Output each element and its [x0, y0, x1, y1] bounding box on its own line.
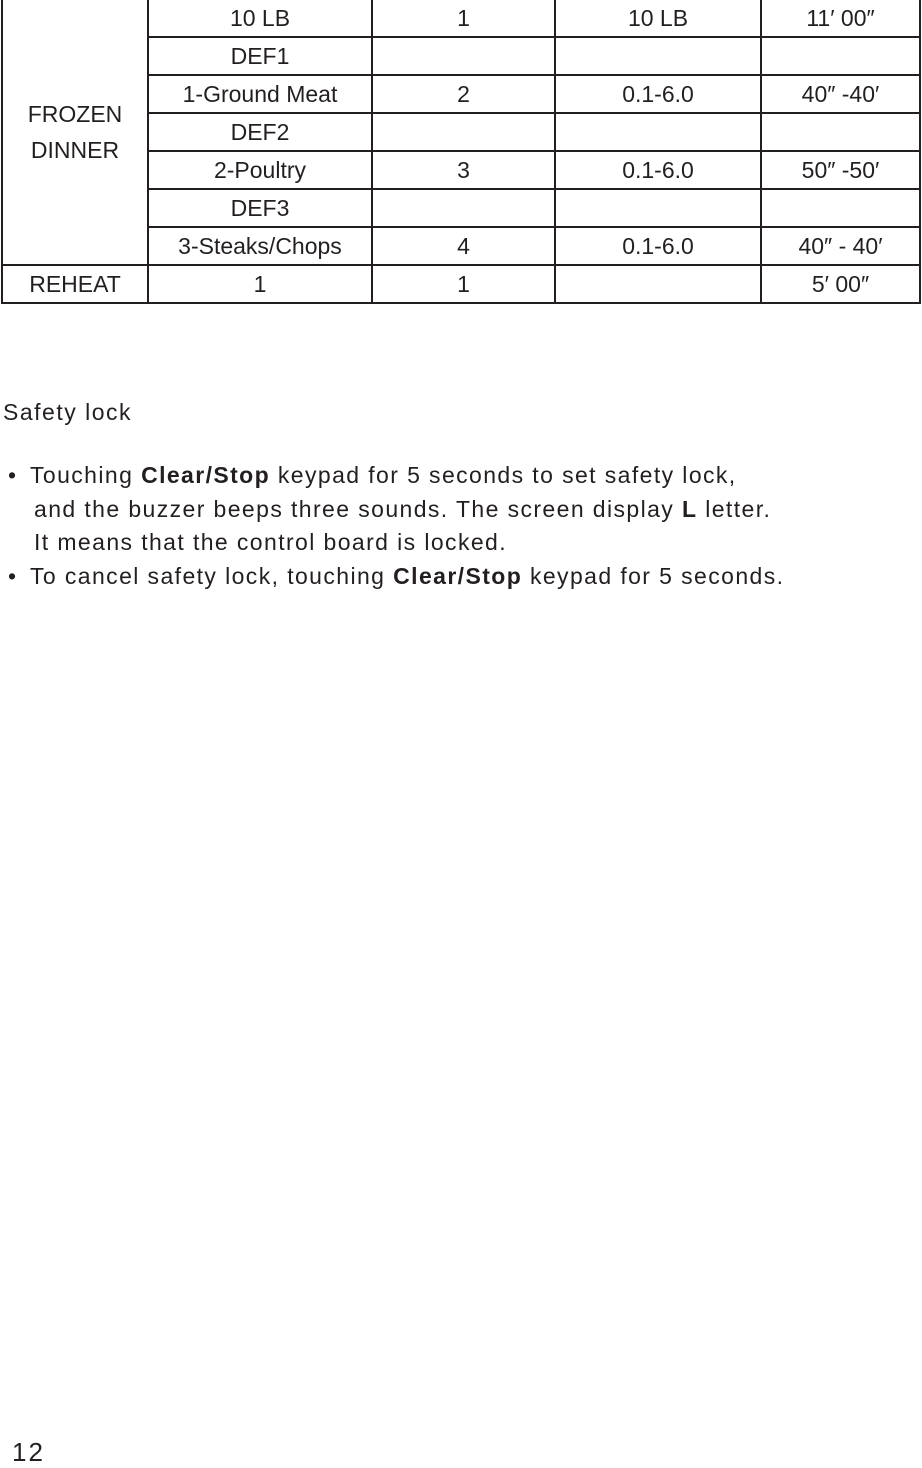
list-item: • Touching Clear/Stop keypad for 5 seconds to set safety lock, and the buzzer beeps three sounds. The screen display L letter. It means that the control board is locked.	[8, 459, 922, 560]
safety-lock-instructions	[8, 459, 922, 593]
safety-lock-title: Safety lock	[3, 399, 132, 425]
code-cell	[372, 37, 555, 75]
code-cell: 4	[372, 227, 555, 265]
time-cell: 5′ 00″	[761, 265, 920, 303]
time-cell: 50″ -50′	[761, 151, 920, 189]
weight-cell: 10 LB	[555, 0, 761, 37]
item-cell: 2-Poultry	[148, 151, 372, 189]
time-cell: 40″ -40′	[761, 75, 920, 113]
weight-cell: 0.1-6.0	[555, 151, 761, 189]
table-row	[2, 0, 920, 37]
time-cell	[761, 189, 920, 227]
bullet-icon: •	[8, 462, 18, 488]
item-cell: 1-Ground Meat	[148, 75, 372, 113]
code-cell: 1	[372, 265, 555, 303]
time-cell: 11′ 00″	[761, 0, 920, 37]
code-cell	[372, 113, 555, 151]
item-cell: DEF3	[148, 189, 372, 227]
weight-cell: 0.1-6.0	[555, 227, 761, 265]
item-cell: DEF1	[148, 37, 372, 75]
item-cell: DEF2	[148, 113, 372, 151]
bullet-icon: •	[8, 562, 18, 589]
item-cell: 1	[148, 265, 372, 303]
clear-stop-keypad-name: Clear/Stop	[141, 462, 271, 488]
code-cell: 3	[372, 151, 555, 189]
time-cell	[761, 113, 920, 151]
reheat-label: REHEAT	[2, 265, 148, 303]
page-number: 12	[12, 1437, 45, 1467]
table-row	[2, 265, 920, 303]
code-cell: 1	[372, 0, 555, 37]
item-cell: 3-Steaks/Chops	[148, 227, 372, 265]
weight-cell	[555, 37, 761, 75]
list-item: • To cancel safety lock, touching Clear/Stop keypad for 5 seconds.	[8, 560, 922, 594]
time-cell: 40″ - 40′	[761, 227, 920, 265]
display-letter: L	[681, 495, 698, 522]
code-cell	[372, 189, 555, 227]
weight-cell: 0.1-6.0	[555, 75, 761, 113]
cooking-table	[1, 0, 921, 304]
time-cell	[761, 37, 920, 75]
weight-cell	[555, 265, 761, 303]
weight-cell	[555, 189, 761, 227]
item-cell: 10 LB	[148, 0, 372, 37]
frozen-dinner-label: FROZEN DINNER	[2, 0, 148, 265]
clear-stop-keypad-name: Clear/Stop	[393, 562, 523, 589]
code-cell: 2	[372, 75, 555, 113]
weight-cell	[555, 113, 761, 151]
